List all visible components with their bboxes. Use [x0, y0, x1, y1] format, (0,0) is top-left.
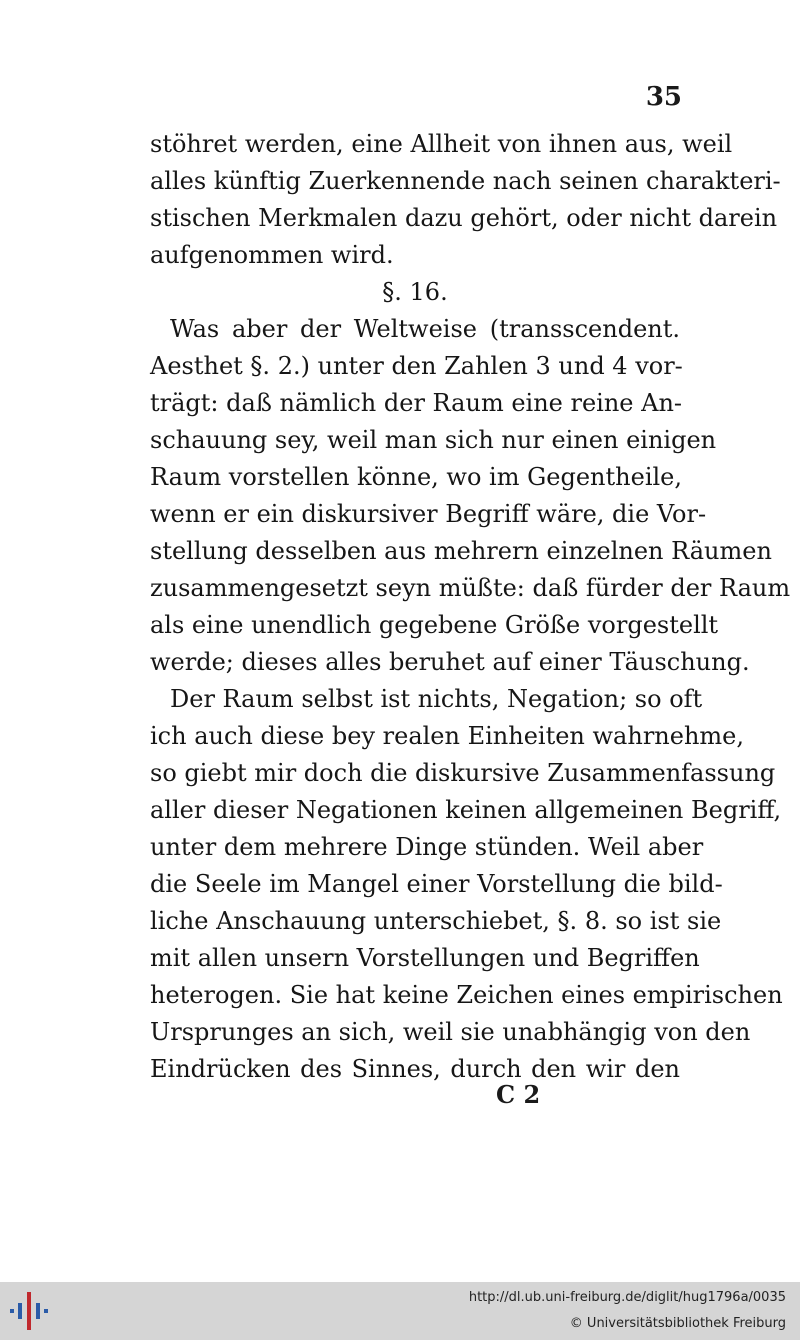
text-line: Raum vorstellen könne, wo im Gegentheile, [150, 463, 682, 491]
text-line: werde; dieses alles beruhet auf einer Täuschung. [150, 648, 750, 676]
text-line: stellung desselben aus mehrern einzelnen Räumen [150, 537, 772, 565]
text-line: trägt: daß nämlich der Raum eine reine An- [150, 389, 683, 417]
footer-copyright: © Universitätsbibliothek Freiburg [569, 1316, 786, 1331]
text-line: so giebt mir doch die diskursive Zusammenfassung [150, 759, 776, 787]
text-line: liche Anschauung unterschiebet, §. 8. so ist sie [150, 907, 722, 935]
footer-bar [0, 1282, 800, 1340]
text-line: als eine unendlich gegebene Größe vorgestellt [150, 611, 719, 639]
text-line: zusammengesetzt seyn müßte: daß fürder der Raum [150, 574, 791, 602]
text-line: aller dieser Negationen keinen allgemeinen Begriff, [150, 796, 782, 824]
text-line: aufgenommen wird. [150, 241, 394, 269]
printer-signature: C 2 [496, 1080, 541, 1109]
text-line: Der Raum selbst ist nichts, Negation; so oft [170, 685, 703, 713]
text-line: Ursprunges an sich, weil sie unabhängig von den [150, 1018, 751, 1046]
text-line: Was aber der Weltweise (transscendent. [170, 315, 680, 343]
footer-url-link[interactable]: http://dl.ub.uni-freiburg.de/diglit/hug1796a/0035 [468, 1290, 786, 1305]
text-line: stöhret werden, eine Allheit von ihnen aus, weil [150, 130, 733, 158]
text-line: stischen Merkmalen dazu gehört, oder nicht darein [150, 204, 778, 232]
text-line: heterogen. Sie hat keine Zeichen eines empirischen [150, 981, 783, 1009]
text-line: alles künftig Zuerkennende nach seinen charakteri- [150, 167, 781, 195]
ub-freiburg-logo-icon[interactable] [8, 1290, 52, 1332]
text-line: mit allen unsern Vorstellungen und Begriffen [150, 944, 700, 972]
text-line: Aesthet §. 2.) unter den Zahlen 3 und 4 vor- [150, 352, 683, 380]
text-line: wenn er ein diskursiver Begriff wäre, die Vor- [150, 500, 707, 528]
text-line: ich auch diese bey realen Einheiten wahrnehme, [150, 722, 744, 750]
text-line: unter dem mehrere Dinge stünden. Weil aber [150, 833, 704, 861]
body-text [150, 126, 791, 1088]
text-line: Eindrücken des Sinnes, durch den wir den [150, 1055, 680, 1083]
text-line: die Seele im Mangel einer Vorstellung die bild- [150, 870, 723, 898]
page-number: 35 [645, 82, 682, 112]
section-heading: §. 16. [382, 278, 448, 306]
text-line: schauung sey, weil man sich nur einen einigen [150, 426, 717, 454]
